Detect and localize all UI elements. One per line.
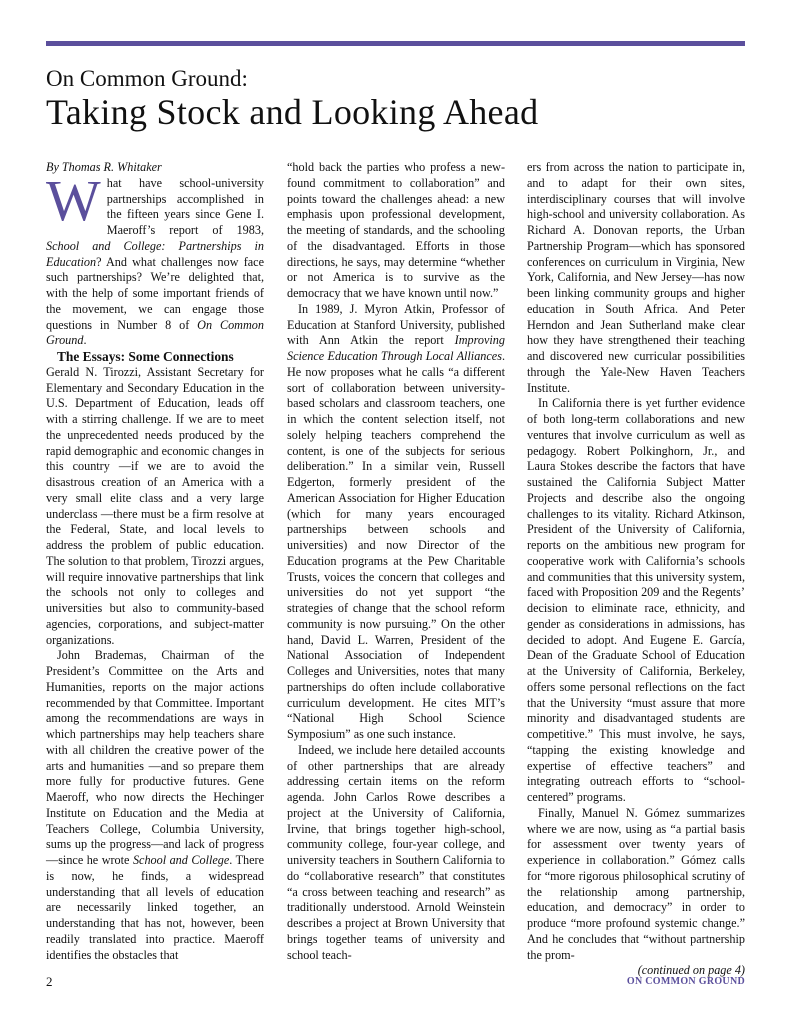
intro-paragraph: What have school-university partnerships accomplished in the fifteen years since Gene I. Maeroff’s report of 1983, School and College: Partnerships in Education? And what challenges now face such partnerships? We’re delighted that, with the help of some important friends of the movement, we can engage those questions in Number 8 of On Common Ground. <box>46 167 264 348</box>
column-1 <box>46 160 264 963</box>
paragraph-maeroff-cont: “hold back the parties who profess a new-found commitment to collaboration” and points toward the challenges ahead: a new emphasis upon professional development, the meeting of standards, and the schooling of the disadvantaged. Efforts in those directions, he says, may determine “whether or not America is to survive as the democracy that we have known until now.” <box>287 160 505 300</box>
page-number: 2 <box>46 974 53 989</box>
paragraph-atkin: In 1989, J. Myron Atkin, Professor of Education at Stanford University, published with Ann Atkin the report Improving Science Education Through Local Alliances. He now proposes what he calls “a different sort of collaboration between university-based scholars and classroom teachers, one in which the content selection itself, not solely helping teachers comprehend the content, is one of the subjects for serious deliberation.” In a similar vein, Russell Edgerton, formerly president of the American Association for Higher Education (which for many years encouraged partnerships between schools and universities) and now Director of the Education programs at the Pew Charitable Trusts, voices the concern that colleges and universities do not yet support “the strategies of change that the school reform community is now pursuing.” On the other hand, David L. Warren, President of the National Association of Independent Colleges and Universities, notes that many partnerships do often include collaborative curriculum development. He cites MIT’s “National High School Science Symposium” as one such instance. <box>287 301 505 741</box>
header-rule <box>46 41 745 46</box>
paragraph-teachers-cont: ers from across the nation to participate in, and to adapt for their own sites, interdisciplinary courses that will involve high-school and university collaboration. As Richard A. Donovan reports, the Urban Partnership Program—which has sponsored conferences on curriculum in Virginia, New York, California, and New Jersey—has now been linking community groups and higher education in South Africa. And Peter Herndon and Jean Sutherland make clear how they have strengthened their teaching and discovered new curricular possibilities through the Yale-New Haven Teachers Institute. <box>527 160 745 395</box>
drop-cap: W <box>46 167 101 233</box>
continued-note: (continued on page 4) <box>637 963 745 978</box>
paragraph-california: In California there is yet further evidence of both long-term collaborations and new ventures that involve curriculum as well as pedagogy. Robert Polkinghorn, Jr., and Laura Stokes describe the factors that have sustained the California Subject Matter Projects and describe also the ongoing challenges to its vitality. Richard Atkinson, President of the University of California, reports on the ambitious new program for cooperative work with California’s schools and communities that this university system, faced with Proposition 209 and the Regents’ decision to eliminate race, ethnicity, and gender as considerations in admissions, has decided to adopt. And Eugene E. García, Dean of the Graduate School of Education at the University of California, Berkeley, offers some personal reflections on the fact that the University “must assure that more minority and disadvantaged students are competitive.” This must involve, he says, “tapping the existing knowledge and expertise of effective teachers” and integrating outreach efforts to “school-centered” programs. <box>527 396 745 804</box>
column-3 <box>527 160 745 979</box>
column-2 <box>287 160 505 963</box>
paragraph-gomez: Finally, Manuel N. Gómez summarizes where we are now, using as “a partial basis for assessment over twenty years of experience in collaboration.” Gómez calls for “more rigorous philosophical scrutiny of the relationship among partnership, education, and democracy” in order to produce “more profound systemic change.” And he concludes that “without partnership the prom- <box>527 805 745 962</box>
publication-name: ON COMMON GROUND <box>626 976 745 987</box>
paragraph-tirozzi: Gerald N. Tirozzi, Assistant Secretary for Elementary and Secondary Education in the U.S. Department of Education, leads off with a stirring challenge. If we are to meet the unprecedented needs produced by the rapid demographic and economic changes in this country —if we are to avoid the disastrous creation of an America with a very small elite class and a very large underclass —there must be a firm resolve at the Federal, State, and local levels to address the problem of public education. The solution to that problem, Tirozzi argues, will require innovative partnerships that link the schools not only to colleges and universities but also to community-based agencies, corporations, and subject-matter organizations. <box>46 364 264 647</box>
section-subhead: The Essays: Some Connections <box>57 349 234 364</box>
byline: By Thomas R. Whitaker <box>46 160 162 174</box>
paragraph-partnerships: Indeed, we include here detailed accounts of other partnerships that are already addressing certain items on the reform agenda. John Carlos Rowe describes a project at the University of California, Irvine, that brings together high-school, community college, four-year college, and university teachers in Southern California to do “collaborative research” that constitutes “a cross between teaching and research” as traditionally understood. Arnold Weinstein describes a project at Brown University that brings together teams of university and school teach- <box>287 742 505 962</box>
article-title: Taking Stock and Looking Ahead <box>46 92 539 132</box>
paragraph-brademas: John Brademas, Chairman of the President’s Committee on the Arts and Humanities, reports on the major actions recommended by that Committee. Important among the recommendations are ways in which partnerships may help teachers share with all children the creative power of the arts and humanities —and so prepare them more fully for productive futures. Gene Maeroff, who now directs the Hechinger Institute on Education and the Media at Teachers College, Columbia University, sums up the progress—and lack of progress—since he wrote School and College. There is now, he finds, a widespread understanding that all levels of education are necessarily linked together, an understanding that has not, however, been readily translated into practice. Maeroff identifies the obstacles that <box>46 648 264 962</box>
article-kicker: On Common Ground: <box>46 66 248 91</box>
